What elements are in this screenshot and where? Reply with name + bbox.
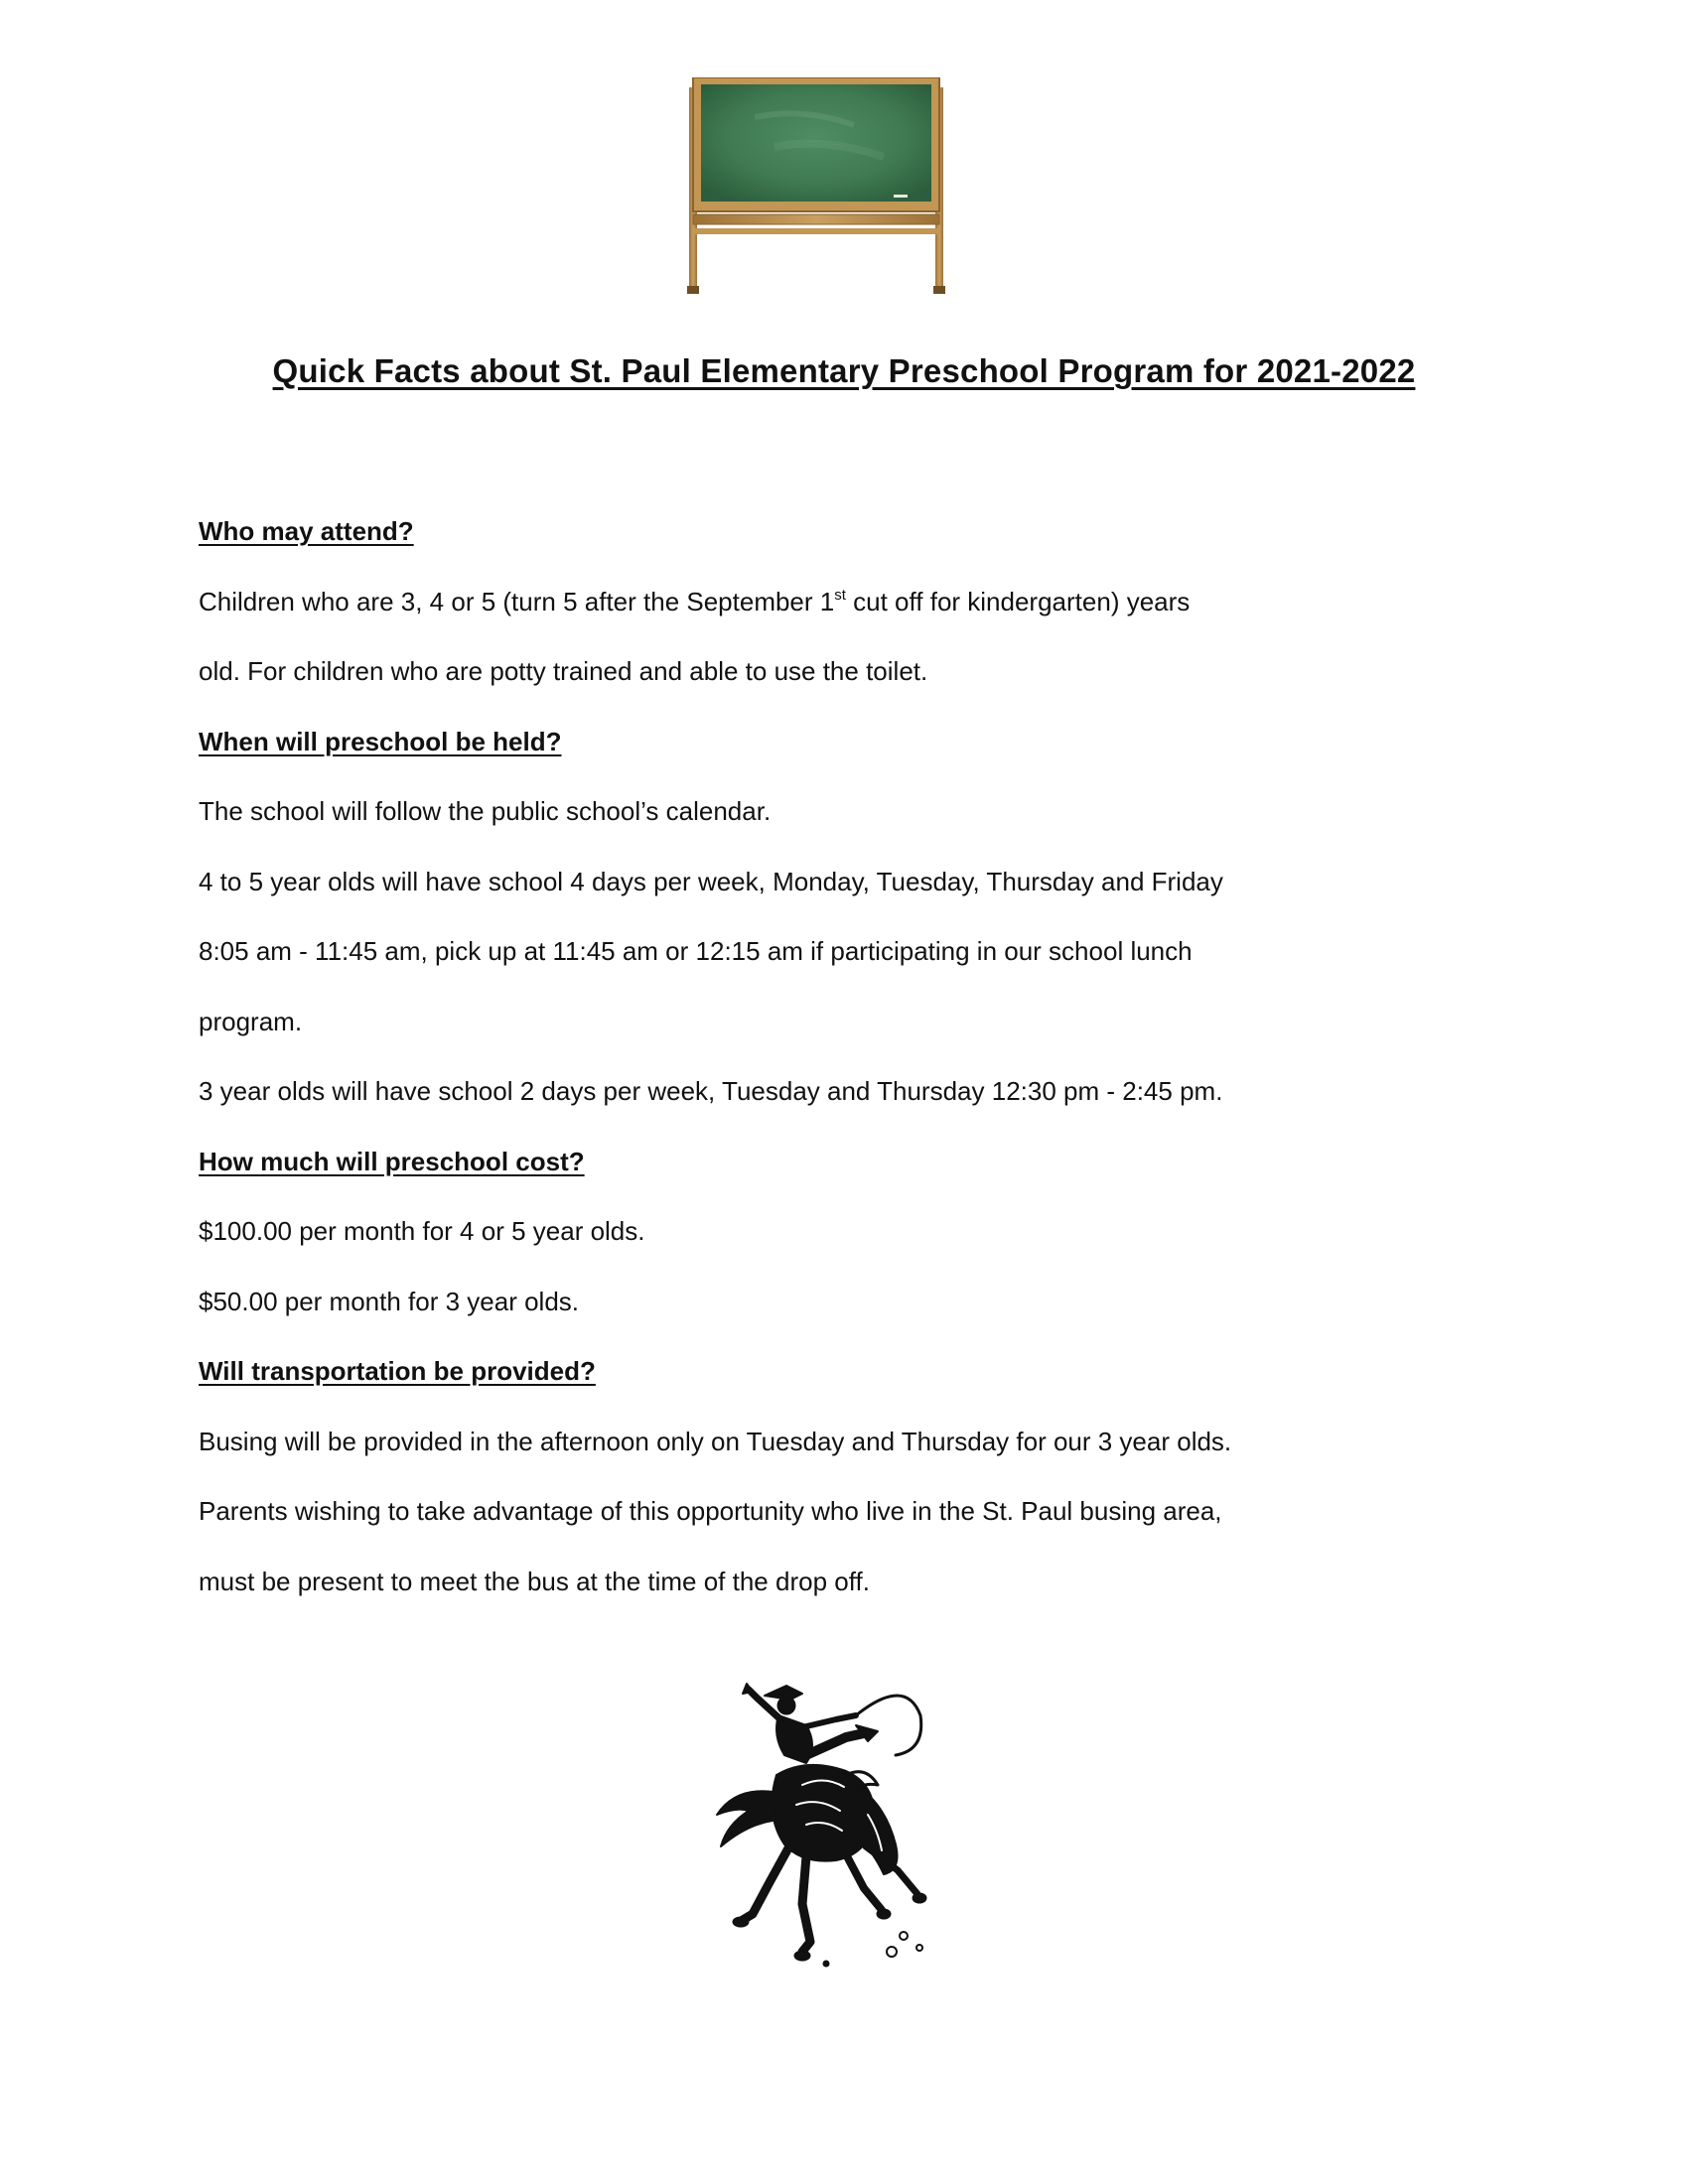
when-text-line: 3 year olds will have school 2 days per week, Tuesday and Thursday 12:30 pm - 2:45 pm. xyxy=(199,1076,1223,1106)
chalkboard-illustration xyxy=(685,77,947,298)
transport-text-line: must be present to meet the bus at the time of the drop off. xyxy=(199,1566,870,1596)
section-heading-transport: Will transportation be provided? xyxy=(199,1356,596,1386)
attend-text-post: cut off for kindergarten) years xyxy=(845,586,1191,616)
when-text-line: 8:05 am - 11:45 am, pick up at 11:45 am or 12:15 am if participating in our school lunch xyxy=(199,936,1193,966)
ordinal-suffix: st xyxy=(834,586,846,604)
when-text-line: 4 to 5 year olds will have school 4 days per week, Monday, Tuesday, Thursday and Friday xyxy=(199,866,1223,896)
section-heading-when: When will preschool be held? xyxy=(199,726,562,756)
section-heading-cost: How much will preschool cost? xyxy=(199,1146,585,1176)
facts-content xyxy=(199,496,1529,1616)
transport-text-line: Busing will be provided in the afternoon only on Tuesday and Thursday for our 3 year olds. xyxy=(199,1426,1232,1456)
cost-text-line: $50.00 per month for 3 year olds. xyxy=(199,1286,580,1316)
when-text-line: The school will follow the public school’s calendar. xyxy=(199,796,772,826)
cost-text-line: $100.00 per month for 4 or 5 year olds. xyxy=(199,1216,645,1246)
bronco-rider-illustration xyxy=(707,1676,953,1974)
attend-text-pre: Children who are 3, 4 or 5 (turn 5 after the September 1 xyxy=(199,586,835,616)
attend-text-line-2: old. For children who are potty trained and able to use the toilet. xyxy=(199,656,928,686)
when-text-line: program. xyxy=(199,1006,303,1036)
page-title: Quick Facts about St. Paul Elementary Preschool Program for 2021-2022 xyxy=(272,352,1416,389)
transport-text-line: Parents wishing to take advantage of this opportunity who live in the St. Paul busing area, xyxy=(199,1496,1222,1526)
attend-text-line xyxy=(199,567,1529,637)
section-heading-attend: Who may attend? xyxy=(199,516,414,546)
